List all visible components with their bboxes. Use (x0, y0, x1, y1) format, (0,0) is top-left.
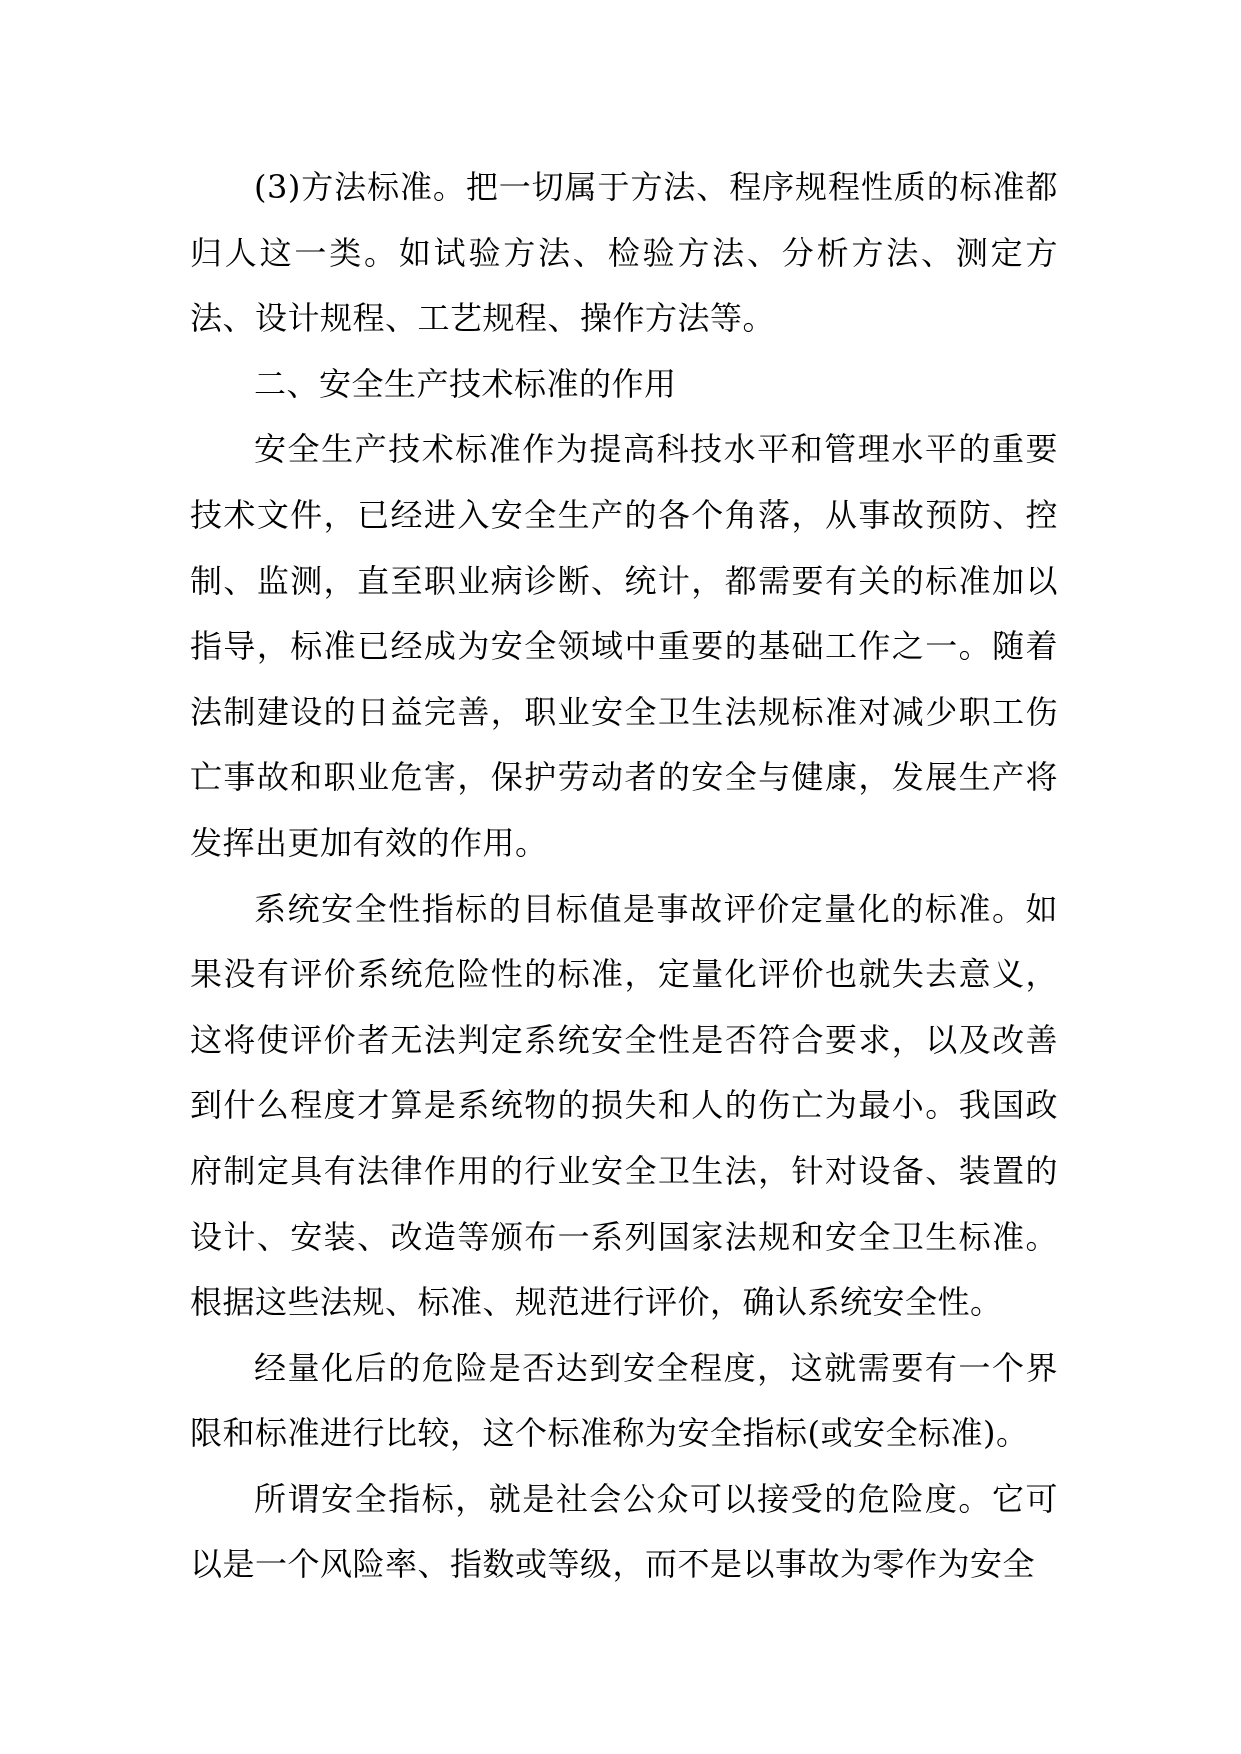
paragraph-role-of-standards: 安全生产技术标准作为提高科技水平和管理水平的重要技术文件，已经进入安全生产的各个角落，从事故预防、控制、监测，直至职业病诊断、统计，都需要有关的标准加以指导，标准已经成为安全领域中重要的基础工作之一。随着法制建设的日益完善，职业安全卫生法规标准对减少职工伤亡事故和职业危害，保护劳动者的安全与健康，发展生产将发挥出更加有效的作用。 (190, 430, 1058, 862)
paragraph-quantified-risk: 经量化后的危险是否达到安全程度，这就需要有一个界限和标准进行比较，这个标准称为安全指标(或安全标准)。 (190, 1348, 1058, 1453)
document-body (190, 155, 1058, 1598)
paragraph-method-standards: (3)方法标准。把一切属于方法、程序规程性质的标准都归人这一类。如试验方法、检验方法、分析方法、测定方法、设计规程、工艺规程、操作方法等。 (190, 168, 1058, 338)
paragraph-safety-index-target: 系统安全性指标的目标值是事故评价定量化的标准。如果没有评价系统危险性的标准，定量化评价也就失去意义，这将使评价者无法判定系统安全性是否符合要求，以及改善到什么程度才算是系统物的损失和人的伤亡为最小。我国政府制定具有法律作用的行业安全卫生法，针对设备、装置的设计、安装、改造等颁布一系列国家法规和安全卫生标准。根据这些法规、标准、规范进行评价，确认系统安全性。 (190, 889, 1058, 1322)
paragraph-safety-index-definition: 所谓安全指标，就是社会公众可以接受的危险度。它可以是一个风险率、指数或等级，而不是以事故为零作为安全 (190, 1479, 1058, 1584)
section-heading: 二、安全生产技术标准的作用 (254, 364, 677, 403)
